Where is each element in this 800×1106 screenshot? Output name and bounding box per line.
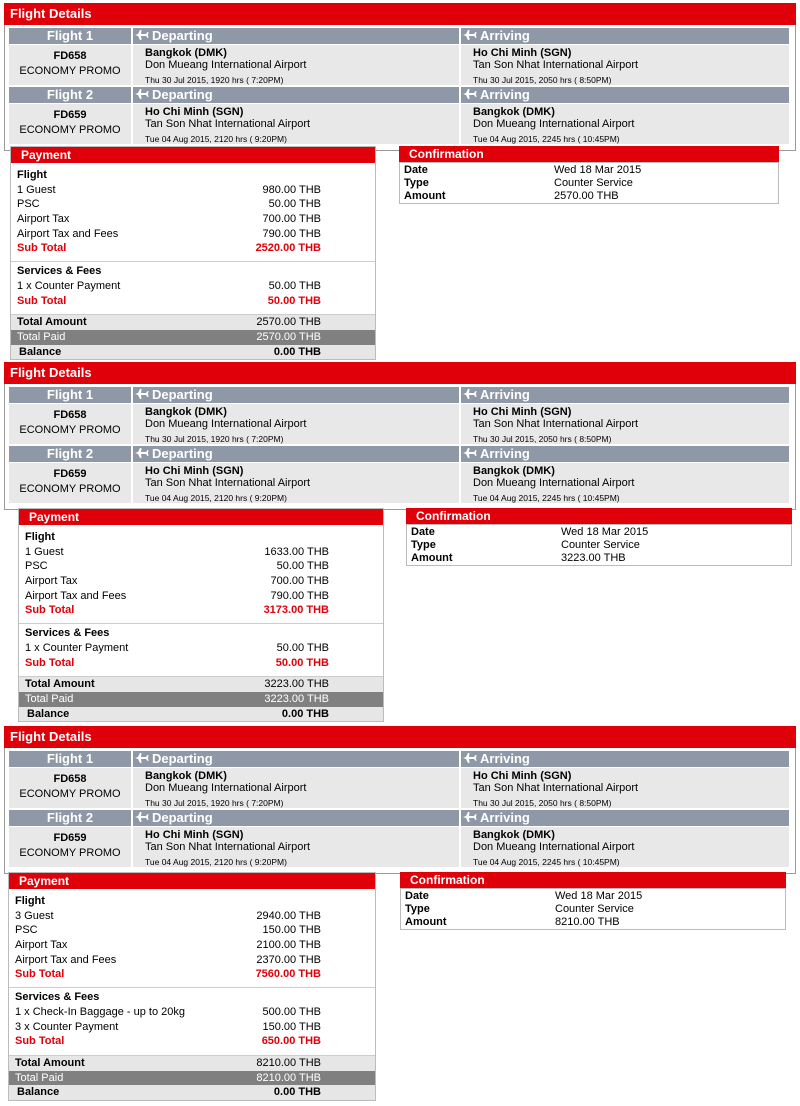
arrival-airport: Don Mueang International Airport xyxy=(473,118,635,130)
departure-airport: Tan Son Nhat International Airport xyxy=(145,118,311,130)
line-label: PSC xyxy=(17,198,40,211)
total-amount-row xyxy=(11,315,375,330)
line-value: 980.00 THB xyxy=(262,183,321,196)
departure-cell xyxy=(133,404,459,444)
amount-value: 8210.00 THB xyxy=(555,916,620,928)
flight-number: FD658 xyxy=(53,409,87,421)
total-paid-value: 2570.00 THB xyxy=(256,330,321,343)
arrival-cell xyxy=(461,104,789,144)
arrival-airport: Don Mueang International Airport xyxy=(473,841,635,853)
flight-heading: Flight xyxy=(17,169,47,181)
subtotal-label: Sub Total xyxy=(25,604,75,617)
departing-header xyxy=(133,810,459,826)
type-value: Counter Service xyxy=(554,177,633,189)
flight-number: FD659 xyxy=(53,109,87,121)
fare-class: ECONOMY PROMO xyxy=(19,847,121,859)
departure-city: Ho Chi Minh (SGN) xyxy=(145,106,244,118)
balance-label: Balance xyxy=(19,345,62,358)
line-value: 500.00 THB xyxy=(262,1005,321,1018)
payment-title: Payment xyxy=(11,147,375,163)
flights-table xyxy=(4,384,796,510)
departure-city: Ho Chi Minh (SGN) xyxy=(145,465,244,477)
amount-label: Amount xyxy=(405,916,447,928)
line-value: 790.00 THB xyxy=(262,227,321,240)
date-label: Date xyxy=(405,890,429,902)
arrival-time: Thu 30 Jul 2015, 2050 hrs ( 8:50PM) xyxy=(473,75,612,85)
conf-amount-row xyxy=(401,916,785,929)
payment-panel xyxy=(8,872,376,1101)
arriving-label: Arriving xyxy=(480,810,530,825)
date-value: Wed 18 Mar 2015 xyxy=(561,526,649,538)
arrival-city: Bangkok (DMK) xyxy=(473,106,555,118)
flight-subtotal xyxy=(11,241,375,256)
booking-section xyxy=(4,362,796,720)
plane-icon xyxy=(133,446,152,461)
subtotal-value: 3173.00 THB xyxy=(263,604,329,617)
balance-row xyxy=(19,707,383,722)
flight-label: Flight 1 xyxy=(9,28,131,44)
amount-label: Amount xyxy=(404,190,446,202)
departing-label: Departing xyxy=(152,387,213,402)
total-amount-row xyxy=(9,1056,375,1071)
flight-subtotal xyxy=(19,603,383,618)
subtotal-value: 50.00 THB xyxy=(267,294,321,307)
conf-date-row xyxy=(400,164,778,177)
amount-label: Amount xyxy=(411,552,453,564)
confirmation-panel xyxy=(399,146,779,204)
flight-number: FD659 xyxy=(53,832,87,844)
departure-city: Bangkok (DMK) xyxy=(145,406,227,418)
line-label: Airport Tax xyxy=(25,575,78,588)
payment-line xyxy=(11,212,375,227)
plane-icon xyxy=(461,28,480,43)
arrival-cell xyxy=(461,404,789,444)
flight-code-cell xyxy=(9,463,131,503)
flight-code-cell xyxy=(9,827,131,867)
payment-panel xyxy=(18,508,384,722)
line-label: Airport Tax and Fees xyxy=(15,953,117,966)
arrival-city: Bangkok (DMK) xyxy=(473,465,555,477)
flight-code-cell xyxy=(9,768,131,808)
confirmation-title: Confirmation xyxy=(399,146,779,162)
flight-number: FD658 xyxy=(53,50,87,62)
departure-cell xyxy=(133,827,459,867)
payment-line xyxy=(9,938,375,953)
arrival-time: Tue 04 Aug 2015, 2245 hrs ( 10:45PM) xyxy=(473,134,620,144)
arrival-airport: Tan Son Nhat International Airport xyxy=(473,59,639,71)
subtotal-value: 7560.00 THB xyxy=(255,968,321,981)
services-heading: Services & Fees xyxy=(17,265,102,278)
type-label: Type xyxy=(411,539,436,551)
total-paid-row xyxy=(11,330,375,345)
line-value: 50.00 THB xyxy=(268,198,321,211)
departure-time: Thu 30 Jul 2015, 1920 hrs ( 7:20PM) xyxy=(145,75,284,85)
fare-class: ECONOMY PROMO xyxy=(19,788,121,800)
conf-amount-row xyxy=(407,552,791,565)
departing-header xyxy=(133,87,459,103)
line-value: 790.00 THB xyxy=(270,589,329,602)
conf-type-row xyxy=(400,177,778,190)
arrival-time: Tue 04 Aug 2015, 2245 hrs ( 10:45PM) xyxy=(473,493,620,503)
flight-subtotal xyxy=(9,967,375,982)
services-subtotal xyxy=(19,656,383,671)
payment-line xyxy=(9,923,375,938)
departing-label: Departing xyxy=(152,810,213,825)
flight-label: Flight 1 xyxy=(9,751,131,767)
line-label: 3 Guest xyxy=(15,909,54,922)
fare-class: ECONOMY PROMO xyxy=(19,424,121,436)
departure-time: Tue 04 Aug 2015, 2120 hrs ( 9:20PM) xyxy=(145,134,287,144)
departing-label: Departing xyxy=(152,751,213,766)
flight-details-title: Flight Details xyxy=(4,726,796,748)
type-value: Counter Service xyxy=(561,539,640,551)
total-paid-label: Total Paid xyxy=(25,692,74,705)
payment-line xyxy=(9,909,375,924)
payment-line xyxy=(11,197,375,212)
plane-icon xyxy=(133,28,152,43)
flight-heading: Flight xyxy=(25,531,55,543)
conf-type-row xyxy=(407,539,791,552)
total-amount-label: Total Amount xyxy=(25,678,95,691)
departure-cell xyxy=(133,463,459,503)
departing-header xyxy=(133,387,459,403)
flight-label: Flight 2 xyxy=(9,446,131,462)
line-value: 700.00 THB xyxy=(270,575,329,588)
arriving-label: Arriving xyxy=(480,87,530,102)
payment-line xyxy=(19,641,383,656)
line-value: 50.00 THB xyxy=(276,560,329,573)
services-subtotal xyxy=(9,1034,375,1049)
arrival-cell xyxy=(461,45,789,85)
balance-value: 0.00 THB xyxy=(273,1086,321,1099)
payment-line xyxy=(19,589,383,604)
arrival-time: Thu 30 Jul 2015, 2050 hrs ( 8:50PM) xyxy=(473,798,612,808)
subtotal-label: Sub Total xyxy=(15,1035,65,1048)
plane-icon xyxy=(133,87,152,102)
confirmation-panel xyxy=(400,872,786,930)
subtotal-label: Sub Total xyxy=(25,656,75,669)
arrival-airport: Tan Son Nhat International Airport xyxy=(473,782,639,794)
total-paid-row xyxy=(9,1071,375,1086)
departure-airport: Tan Son Nhat International Airport xyxy=(145,841,311,853)
line-value: 50.00 THB xyxy=(268,279,321,292)
line-label: Airport Tax and Fees xyxy=(17,227,119,240)
departure-airport: Don Mueang International Airport xyxy=(145,59,307,71)
total-amount-value: 3223.00 THB xyxy=(264,678,329,691)
conf-amount-row xyxy=(400,190,778,203)
flights-table xyxy=(4,748,796,874)
subtotal-value: 650.00 THB xyxy=(261,1035,321,1048)
line-value: 1633.00 THB xyxy=(264,545,329,558)
fare-class: ECONOMY PROMO xyxy=(19,483,121,495)
payment-line xyxy=(11,279,375,294)
arrival-city: Bangkok (DMK) xyxy=(473,829,555,841)
flight-number: FD659 xyxy=(53,468,87,480)
line-label: 1 x Counter Payment xyxy=(25,641,129,654)
arriving-label: Arriving xyxy=(480,751,530,766)
balance-value: 0.00 THB xyxy=(281,707,329,720)
payment-line xyxy=(9,1020,375,1035)
arrival-city: Ho Chi Minh (SGN) xyxy=(473,406,572,418)
plane-icon xyxy=(133,810,152,825)
total-paid-row xyxy=(19,692,383,707)
departure-time: Tue 04 Aug 2015, 2120 hrs ( 9:20PM) xyxy=(145,857,287,867)
services-heading: Services & Fees xyxy=(25,627,110,640)
payment-title: Payment xyxy=(9,873,375,889)
confirmation-title: Confirmation xyxy=(400,872,786,888)
payment-line xyxy=(19,574,383,589)
line-value: 2940.00 THB xyxy=(256,909,321,922)
departing-label: Departing xyxy=(152,87,213,102)
date-label: Date xyxy=(411,526,435,538)
confirmation-title: Confirmation xyxy=(406,508,792,524)
subtotal-label: Sub Total xyxy=(17,242,67,255)
flight-label: Flight 2 xyxy=(9,810,131,826)
flight-details-title: Flight Details xyxy=(4,3,796,25)
line-value: 2100.00 THB xyxy=(256,939,321,952)
payment-line xyxy=(11,227,375,242)
flight-code-cell xyxy=(9,45,131,85)
line-value: 150.00 THB xyxy=(262,1020,321,1033)
date-value: Wed 18 Mar 2015 xyxy=(555,890,643,902)
flight-details-title: Flight Details xyxy=(4,362,796,384)
type-value: Counter Service xyxy=(555,903,634,915)
subtotal-value: 50.00 THB xyxy=(275,656,329,669)
services-heading: Services & Fees xyxy=(15,991,100,1004)
date-value: Wed 18 Mar 2015 xyxy=(554,164,642,176)
total-amount-value: 8210.00 THB xyxy=(256,1056,321,1069)
confirmation-panel xyxy=(406,508,792,566)
departing-label: Departing xyxy=(152,446,213,461)
arriving-header xyxy=(461,28,789,44)
line-value: 150.00 THB xyxy=(262,924,321,937)
departure-city: Ho Chi Minh (SGN) xyxy=(145,829,244,841)
departing-header xyxy=(133,446,459,462)
line-label: PSC xyxy=(15,924,38,937)
subtotal-value: 2520.00 THB xyxy=(255,242,321,255)
balance-value: 0.00 THB xyxy=(273,345,321,358)
payment-line xyxy=(9,1005,375,1020)
arriving-header xyxy=(461,810,789,826)
total-paid-label: Total Paid xyxy=(15,1071,64,1084)
line-value: 50.00 THB xyxy=(276,641,329,654)
balance-row xyxy=(11,345,375,360)
balance-label: Balance xyxy=(27,707,70,720)
departure-city: Bangkok (DMK) xyxy=(145,47,227,59)
arriving-label: Arriving xyxy=(480,387,530,402)
arrival-cell xyxy=(461,827,789,867)
line-label: Airport Tax xyxy=(15,939,68,952)
payment-line xyxy=(19,559,383,574)
total-paid-value: 8210.00 THB xyxy=(256,1071,321,1084)
total-amount-row xyxy=(19,677,383,692)
type-label: Type xyxy=(405,903,430,915)
booking-section xyxy=(4,3,796,358)
plane-icon xyxy=(461,87,480,102)
departure-airport: Tan Son Nhat International Airport xyxy=(145,477,311,489)
arrival-airport: Tan Son Nhat International Airport xyxy=(473,418,639,430)
payment-panel xyxy=(10,146,376,360)
flight-label: Flight 1 xyxy=(9,387,131,403)
flight-heading: Flight xyxy=(15,895,45,907)
arrival-cell xyxy=(461,768,789,808)
line-label: 1 Guest xyxy=(25,545,64,558)
line-label: PSC xyxy=(25,560,48,573)
line-label: 1 x Counter Payment xyxy=(17,279,121,292)
flight-number: FD658 xyxy=(53,773,87,785)
departure-time: Thu 30 Jul 2015, 1920 hrs ( 7:20PM) xyxy=(145,434,284,444)
payment-title: Payment xyxy=(19,509,383,525)
arrival-cell xyxy=(461,463,789,503)
flight-code-cell xyxy=(9,104,131,144)
departure-cell xyxy=(133,768,459,808)
total-paid-value: 3223.00 THB xyxy=(264,692,329,705)
departure-cell xyxy=(133,45,459,85)
plane-icon xyxy=(133,387,152,402)
arriving-header xyxy=(461,87,789,103)
services-subtotal xyxy=(11,294,375,309)
total-amount-label: Total Amount xyxy=(17,316,87,329)
balance-label: Balance xyxy=(17,1086,60,1099)
line-label: 3 x Counter Payment xyxy=(15,1020,119,1033)
departing-header xyxy=(133,751,459,767)
departure-cell xyxy=(133,104,459,144)
plane-icon xyxy=(461,751,480,766)
departure-time: Tue 04 Aug 2015, 2120 hrs ( 9:20PM) xyxy=(145,493,287,503)
flight-label: Flight 2 xyxy=(9,87,131,103)
arriving-header xyxy=(461,387,789,403)
flight-code-cell xyxy=(9,404,131,444)
arrival-city: Ho Chi Minh (SGN) xyxy=(473,770,572,782)
amount-value: 3223.00 THB xyxy=(561,552,626,564)
departure-city: Bangkok (DMK) xyxy=(145,770,227,782)
arriving-header xyxy=(461,751,789,767)
conf-date-row xyxy=(407,526,791,539)
line-label: 1 Guest xyxy=(17,183,56,196)
line-value: 2370.00 THB xyxy=(256,953,321,966)
flights-table xyxy=(4,25,796,151)
fare-class: ECONOMY PROMO xyxy=(19,124,121,136)
subtotal-label: Sub Total xyxy=(17,294,67,307)
line-label: Airport Tax xyxy=(17,213,70,226)
payment-line xyxy=(19,545,383,560)
conf-date-row xyxy=(401,890,785,903)
arriving-label: Arriving xyxy=(480,28,530,43)
payment-line xyxy=(9,953,375,968)
type-label: Type xyxy=(404,177,429,189)
total-amount-value: 2570.00 THB xyxy=(256,316,321,329)
arrival-city: Ho Chi Minh (SGN) xyxy=(473,47,572,59)
payment-line xyxy=(11,183,375,198)
departure-airport: Don Mueang International Airport xyxy=(145,418,307,430)
arrival-time: Tue 04 Aug 2015, 2245 hrs ( 10:45PM) xyxy=(473,857,620,867)
fare-class: ECONOMY PROMO xyxy=(19,65,121,77)
arriving-label: Arriving xyxy=(480,446,530,461)
line-label: Airport Tax and Fees xyxy=(25,589,127,602)
departing-label: Departing xyxy=(152,28,213,43)
total-paid-label: Total Paid xyxy=(17,330,66,343)
balance-row xyxy=(9,1085,375,1100)
booking-section xyxy=(4,726,796,1102)
amount-value: 2570.00 THB xyxy=(554,190,619,202)
line-label: 1 x Check-In Baggage - up to 20kg xyxy=(15,1005,185,1018)
date-label: Date xyxy=(404,164,428,176)
departure-time: Thu 30 Jul 2015, 1920 hrs ( 7:20PM) xyxy=(145,798,284,808)
plane-icon xyxy=(133,751,152,766)
total-amount-label: Total Amount xyxy=(15,1056,85,1069)
departing-header xyxy=(133,28,459,44)
plane-icon xyxy=(461,387,480,402)
arrival-time: Thu 30 Jul 2015, 2050 hrs ( 8:50PM) xyxy=(473,434,612,444)
arrival-airport: Don Mueang International Airport xyxy=(473,477,635,489)
plane-icon xyxy=(461,810,480,825)
departure-airport: Don Mueang International Airport xyxy=(145,782,307,794)
subtotal-label: Sub Total xyxy=(15,968,65,981)
line-value: 700.00 THB xyxy=(262,213,321,226)
plane-icon xyxy=(461,446,480,461)
arriving-header xyxy=(461,446,789,462)
conf-type-row xyxy=(401,903,785,916)
